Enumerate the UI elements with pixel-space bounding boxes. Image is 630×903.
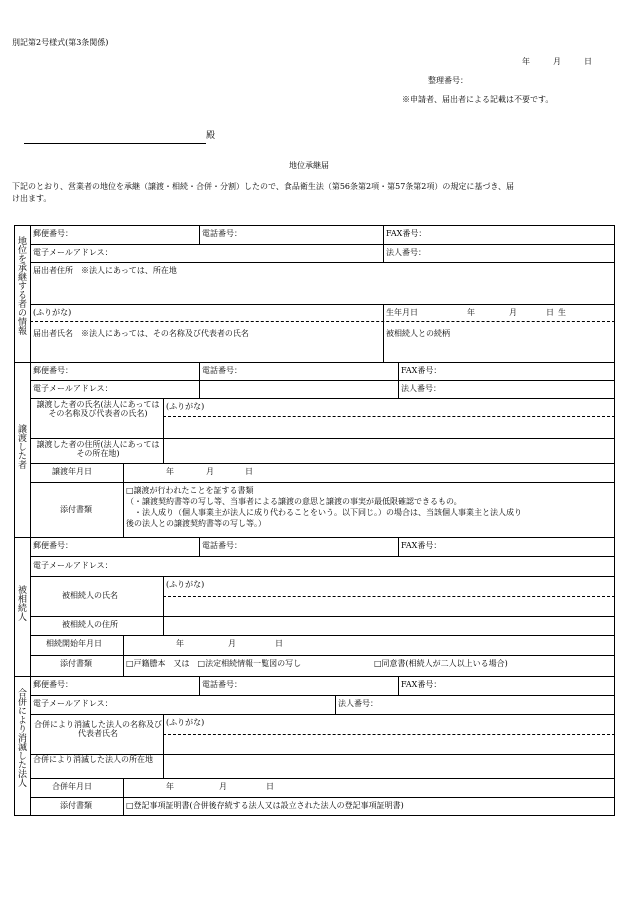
s2-fax: FAX番号： xyxy=(401,366,442,375)
s2-attach-line1: □譲渡が行われたことを証する書類 xyxy=(126,486,254,495)
s1-relation: 被相続人との続柄 xyxy=(386,329,450,338)
s4-name-label: 合併により消滅した法人の名称及び代表者氏名 xyxy=(34,720,162,739)
s1-corp-no: 法人番号： xyxy=(386,248,426,257)
s3-day: 日 xyxy=(275,639,283,648)
s4-phone: 電話番号： xyxy=(202,680,242,689)
s1-birth: 生年月日 xyxy=(386,308,418,317)
intro-line-2: け出ます。 xyxy=(12,194,52,203)
s4-date-label: 合併年月日 xyxy=(52,782,92,791)
date-day: 日 xyxy=(584,57,592,66)
s4-day: 日 xyxy=(266,782,274,791)
s4-month: 月 xyxy=(219,782,227,791)
s2-attach-label: 添付書類 xyxy=(60,505,92,514)
s2-attach-line4: 後の法人との譲渡契約書等の写し等。） xyxy=(126,519,266,528)
s2-attach-line3: ・法人成り（個人事業主が法人に成り代わることをいう。以下同じ。）の場合は、当該個人事業主と法人成り xyxy=(126,508,522,517)
s2-postal: 郵便番号： xyxy=(33,366,73,375)
s4-furigana: (ふりがな) xyxy=(166,718,205,727)
s1-email: 電子メールアドレス： xyxy=(33,248,113,257)
s4-corp-no: 法人番号： xyxy=(338,699,378,708)
s2-phone: 電話番号： xyxy=(202,366,242,375)
s2-day: 日 xyxy=(245,467,253,476)
s1-postal: 郵便番号： xyxy=(33,229,73,238)
s3-attach1: □戸籍謄本 又は □法定相続情報一覧図の写し xyxy=(126,659,302,668)
s3-date-label: 相続開始年月日 xyxy=(46,639,102,648)
date-year: 年 xyxy=(522,57,530,66)
s1-birth-day: 日 xyxy=(546,308,554,317)
section2-heading: 譲渡した者 xyxy=(16,424,26,469)
s4-year: 年 xyxy=(166,782,174,791)
s1-birth-year: 年 xyxy=(467,308,475,317)
s2-furigana: (ふりがな) xyxy=(166,402,205,411)
s3-addr-label: 被相続人の住所 xyxy=(62,620,118,629)
intro-line-1: 下記のとおり、営業者の地位を承継（譲渡・相続・合併・分割）したので、食品衛生法（第56条第2項・第57条第2項）の規定に基づき、届 xyxy=(12,182,515,191)
s4-attach-label: 添付書類 xyxy=(60,801,92,810)
date-month: 月 xyxy=(553,57,561,66)
s1-fax: FAX番号： xyxy=(386,229,427,238)
s1-furigana: (ふりがな) xyxy=(33,308,72,317)
s2-year: 年 xyxy=(166,467,174,476)
s3-attach-label: 添付書類 xyxy=(60,659,92,668)
section1-heading: 地位を承継する者の情報 xyxy=(16,236,26,335)
s3-fax: FAX番号： xyxy=(401,541,442,550)
s1-name: 届出者氏名 ※法人にあっては、その名称及び代表者の氏名 xyxy=(33,329,249,338)
s4-fax: FAX番号： xyxy=(401,680,442,689)
s2-month: 月 xyxy=(206,467,214,476)
s3-postal: 郵便番号： xyxy=(33,541,73,550)
section3-heading: 被相続人 xyxy=(16,585,26,621)
s3-year: 年 xyxy=(176,639,184,648)
reference-number: 整理番号： xyxy=(428,76,468,85)
s2-email: 電子メールアドレス： xyxy=(33,384,113,393)
s2-date-label: 譲渡年月日 xyxy=(52,467,92,476)
s4-postal: 郵便番号： xyxy=(33,680,73,689)
s1-birth-suffix: 生 xyxy=(558,308,566,317)
addressee-suffix: 殿 xyxy=(206,131,216,141)
addressee-line xyxy=(24,143,206,144)
s2-corp-no: 法人番号： xyxy=(401,384,441,393)
s2-name-label: 譲渡した者の氏名(法人にあってはその名称及び代表者の氏名) xyxy=(36,400,160,419)
s1-birth-month: 月 xyxy=(509,308,517,317)
applicant-note: ※申請者、届出者による記載は不要です。 xyxy=(402,95,554,104)
s3-phone: 電話番号： xyxy=(202,541,242,550)
s4-email: 電子メールアドレス： xyxy=(33,699,113,708)
s3-attach2: □同意書(相続人が二人以上いる場合) xyxy=(374,659,508,668)
form-number: 別記第2号様式(第3条関係) xyxy=(12,38,109,47)
section4-heading: 合併により消滅した法人 xyxy=(16,688,26,787)
s2-attach-line2: （・譲渡契約書等の写し等、当事者による譲渡の意思と譲渡の事実が最低限確認できるもの。 xyxy=(126,497,462,506)
s1-phone: 電話番号： xyxy=(202,229,242,238)
page-title: 地位承継届 xyxy=(289,161,329,170)
s4-attach1: □登記事項証明書(合併後存続する法人又は設立された法人の登記事項証明書) xyxy=(126,801,404,810)
s4-addr-label: 合併により消滅した法人の所在地 xyxy=(33,755,153,764)
s3-month: 月 xyxy=(228,639,236,648)
s3-furigana: (ふりがな) xyxy=(166,580,205,589)
s3-email: 電子メールアドレス： xyxy=(33,561,113,570)
s3-name-label: 被相続人の氏名 xyxy=(62,591,118,600)
s2-addr-label: 譲渡した者の住所(法人にあってはその所在地) xyxy=(36,440,160,459)
s1-address: 届出者住所 ※法人にあっては、所在地 xyxy=(33,266,177,275)
